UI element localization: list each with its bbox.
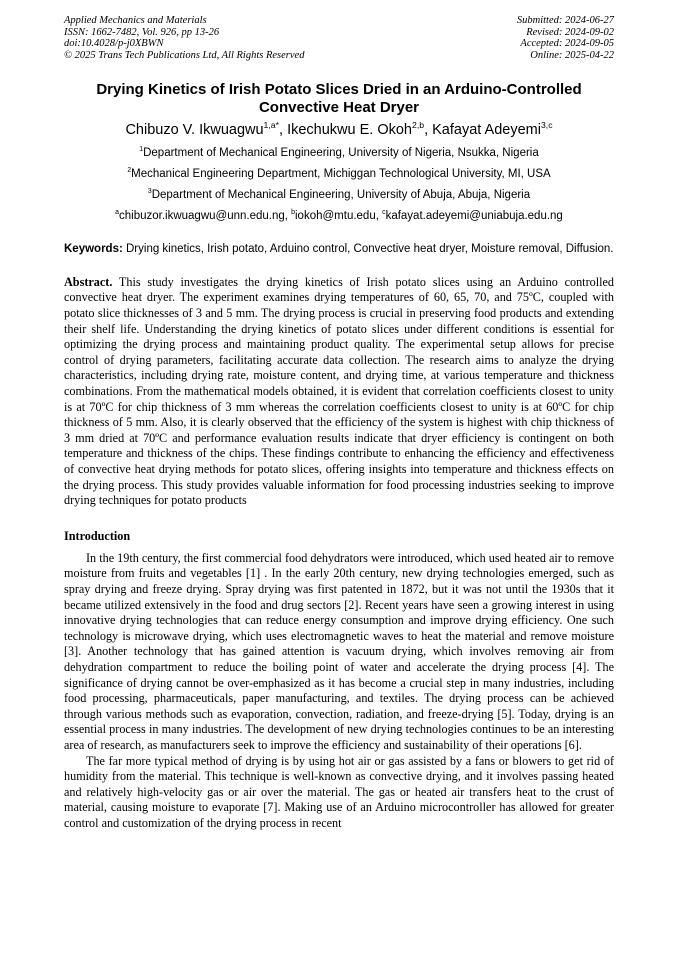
abstract-text: This study investigates the drying kinetics of Irish potato slices using an Arduino controlled convective heat dryer. The experiment examines drying temperatures of 60, 65, 70, and 75ºC, coupled with potato slice thicknesses of 3 and 5 mm. The drying process is crucial in preserving food products and extending their shelf life. Understanding the drying kinetics of potato slices under different conditions is essential for optimizing the drying process and maintaining product quality. The experimental setup allows for precise control of drying parameters, facilitating accurate data collection. The research aims to analyze the drying characteristics, including drying rate, moisture content, and drying time, at various temperature and thickness combinations. From the mathematical models obtained, it is evident that correlation coefficients closest to unity is at 70ºC for chip thickness of 3 mm whereas the correlation coefficients closest to unity is at 60ºC for chip thickness of 5 mm. Also, it is clearly observed that the efficiency of the system is highest with chip thickness of 3 mm dried at 70ºC and performance evaluation results indicate that dryer efficiency is contingent on both temperature and thickness of the chips. These findings contribute to enhancing the efficiency and effectiveness of convective heat drying methods for potato slices, offering insights into temperature and thickness effects on the drying process. This study provides valuable information for food processing industries seeking to improve drying techniques for potato products bbox=[64, 274, 614, 508]
intro-paragraph-1: In the 19th century, the first commercial food dehydrators were introduced, which used heated air to remove moisture from fruits and vegetables [1] . In the early 20th century, new drying technologies emerged, such as spray drying and freeze drying. Spray drying was first patented in 1872, but it was not until the 1930s that it became utilized extensively in the food and drug sectors [2]. Recent years have seen a growing interest in using innovative drying technologies that can reduce energy consumption and improve drying efficiency. One such technology is microwave drying, which uses electromagnetic waves to heat the material and remove moisture [3]. Another technology that has gained attention is vacuum drying, which involves removing air from dehydration compartment to reduce the boiling point of water and accelerate the drying process [4]. The significance of drying cannot be over-emphasized as it has become a crucial step in many industries, including food processing, pharmaceuticals, paper manufacturing, and textiles. The drying process can be achieved through various methods such as evaporation, convection, radiation, and freeze-drying [5]. Today, drying is an essential process in many industries. The development of new drying technologies continues to be an interesting area of research, as manufacturers seek to improve the efficiency and sustainability of their operations [6]. bbox=[64, 550, 614, 752]
affiliation-1: $^1$Department of Mechanical Engineering, University of Nigeria, Nsukka, Nigeria bbox=[139, 146, 539, 160]
keywords-text: Drying kinetics, Irish potato, Arduino control, Convective heat dryer, Moisture removal, Diffusion. bbox=[126, 243, 614, 256]
keywords-label: Keywords: bbox=[64, 243, 123, 256]
author: Ikechukwu E. Okoh$^{2,b}$ bbox=[287, 120, 425, 139]
online-date: Online: 2025-04-22 bbox=[530, 49, 614, 61]
author: Chibuzo V. Ikwuagwu$^{1,a*}$ bbox=[125, 120, 280, 139]
author: Kafayat Adeyemi$^{3,c}$ bbox=[432, 120, 553, 139]
abstract-label: Abstract. bbox=[64, 274, 113, 289]
submitted-date: Submitted: 2024-06-27 bbox=[516, 15, 614, 26]
keywords bbox=[64, 243, 614, 257]
doi: doi:10.4028/p-j0XBWN bbox=[64, 38, 164, 50]
author-list: Chibuzo V. Ikwuagwu$^{1,a*}$, Ikechukwu E. Okoh$^{2,b}$, Kafayat Adeyemi$^{3,c}$ bbox=[125, 120, 553, 139]
publication-dates bbox=[517, 15, 614, 61]
revised-date: Revised: 2024-09-02 bbox=[526, 26, 614, 38]
copyright: © 2025 Trans Tech Publications Ltd, All Rights Reserved bbox=[64, 49, 305, 61]
issn: ISSN: 1662-7482, Vol. 926, pp 13-26 bbox=[64, 26, 220, 38]
affiliation-2: $^2$Mechanical Engineering Department, Michiggan Technological University, MI, USA bbox=[127, 167, 551, 181]
running-header bbox=[64, 15, 614, 61]
paper-title: Drying Kinetics of Irish Potato Slices Dried in an Arduino-Controlled Convective Heat Dryer bbox=[96, 81, 582, 117]
journal-name: Applied Mechanics and Materials bbox=[64, 15, 207, 26]
affiliation-3: $^3$Department of Mechanical Engineering, University of Abuja, Abuja, Nigeria bbox=[147, 188, 531, 202]
journal-info bbox=[64, 15, 304, 61]
author-emails: $^a$chibuzor.ikwuagwu@unn.edu.ng, $^b$iokoh@mtu.edu, $^c$kafayat.adeyemi@uniabuja.edu.ng bbox=[115, 209, 563, 223]
abstract bbox=[64, 275, 614, 509]
section-heading-introduction: Introduction bbox=[64, 528, 131, 543]
accepted-date: Accepted: 2024-09-05 bbox=[520, 38, 614, 50]
intro-paragraph-2: The far more typical method of drying is by using hot air or gas assisted by a fans or blowers to get rid of humidity from the material. This technique is well-known as convective drying, and it involves passing heated and relatively high-velocity gas or air over the material. The gas or heated air transfers heat to the crust of material, causing moisture to evaporate [7]. Making use of an Arduino microcontroller has allowed for greater control and customization of the drying process in recent bbox=[64, 753, 614, 830]
